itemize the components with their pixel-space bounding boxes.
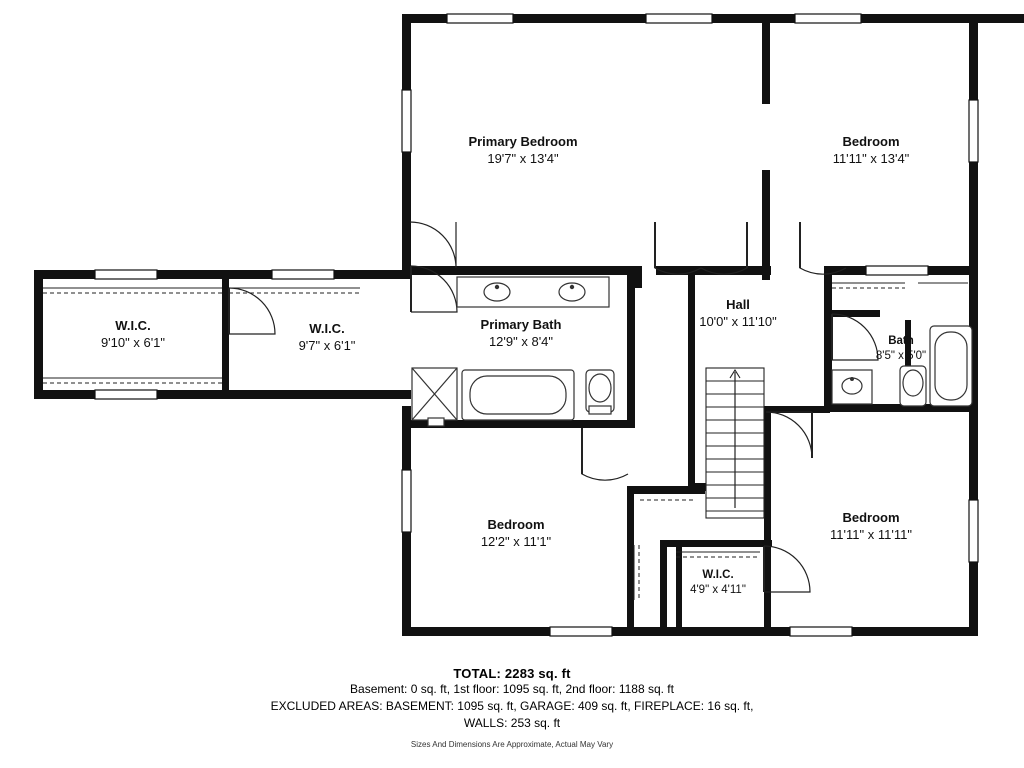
vanity-counter	[457, 277, 609, 307]
room-name: W.I.C.	[115, 318, 151, 333]
room-label-wic-right	[247, 320, 407, 354]
room-label-hall	[658, 296, 818, 330]
room-dims: 8'5" x 5'0"	[875, 350, 927, 362]
area-summary	[0, 666, 1024, 749]
excluded-areas-line-2: WALLS: 253 sq. ft	[463, 716, 561, 730]
room-name: Bedroom	[842, 134, 900, 149]
disclaimer: Sizes And Dimensions Are Approximate, Actual May Vary	[410, 740, 614, 749]
total-area: TOTAL: 2283 sq. ft	[453, 666, 571, 681]
room-dims: 19'7" x 13'4"	[487, 151, 559, 166]
room-dims: 9'7" x 6'1"	[298, 338, 356, 353]
room-label-bedroom-lower-right	[781, 509, 961, 543]
room-name: Bedroom	[487, 517, 545, 532]
room-name: W.I.C.	[702, 569, 734, 581]
room-label-wic-left	[53, 317, 213, 351]
room-dims: 10'0" x 11'10"	[699, 314, 777, 329]
room-label-primary-bath	[431, 316, 611, 350]
room-name: W.I.C.	[309, 321, 345, 336]
room-name: Bedroom	[842, 510, 900, 525]
room-dims: 4'9" x 4'11"	[690, 584, 746, 596]
room-name: Hall	[726, 297, 750, 312]
room-label-bath	[841, 334, 961, 364]
room-dims: 11'11" x 11'11"	[830, 527, 912, 542]
room-label-wic-lower	[648, 568, 788, 598]
floor-breakdown: Basement: 0 sq. ft, 1st floor: 1095 sq. ft, 2nd floor: 1188 sq. ft	[350, 682, 674, 696]
room-dims: 12'9" x 8'4"	[488, 334, 554, 349]
room-dims: 11'11" x 13'4"	[832, 151, 910, 166]
room-label-bedroom-lower-left	[426, 516, 606, 550]
room-name: Primary Bath	[480, 317, 562, 332]
room-name: Bath	[888, 335, 914, 347]
room-label-bedroom-top-right	[781, 133, 961, 167]
room-dims: 9'10" x 6'1"	[100, 335, 166, 350]
staircase	[706, 368, 764, 518]
room-name: Primary Bedroom	[468, 134, 578, 149]
excluded-areas-line-1: EXCLUDED AREAS: BASEMENT: 1095 sq. ft, GARAGE: 409 sq. ft, FIREPLACE: 16 sq. ft,	[270, 699, 754, 713]
room-dims: 12'2" x 11'1"	[480, 534, 552, 549]
room-label-primary-bedroom	[423, 133, 623, 167]
